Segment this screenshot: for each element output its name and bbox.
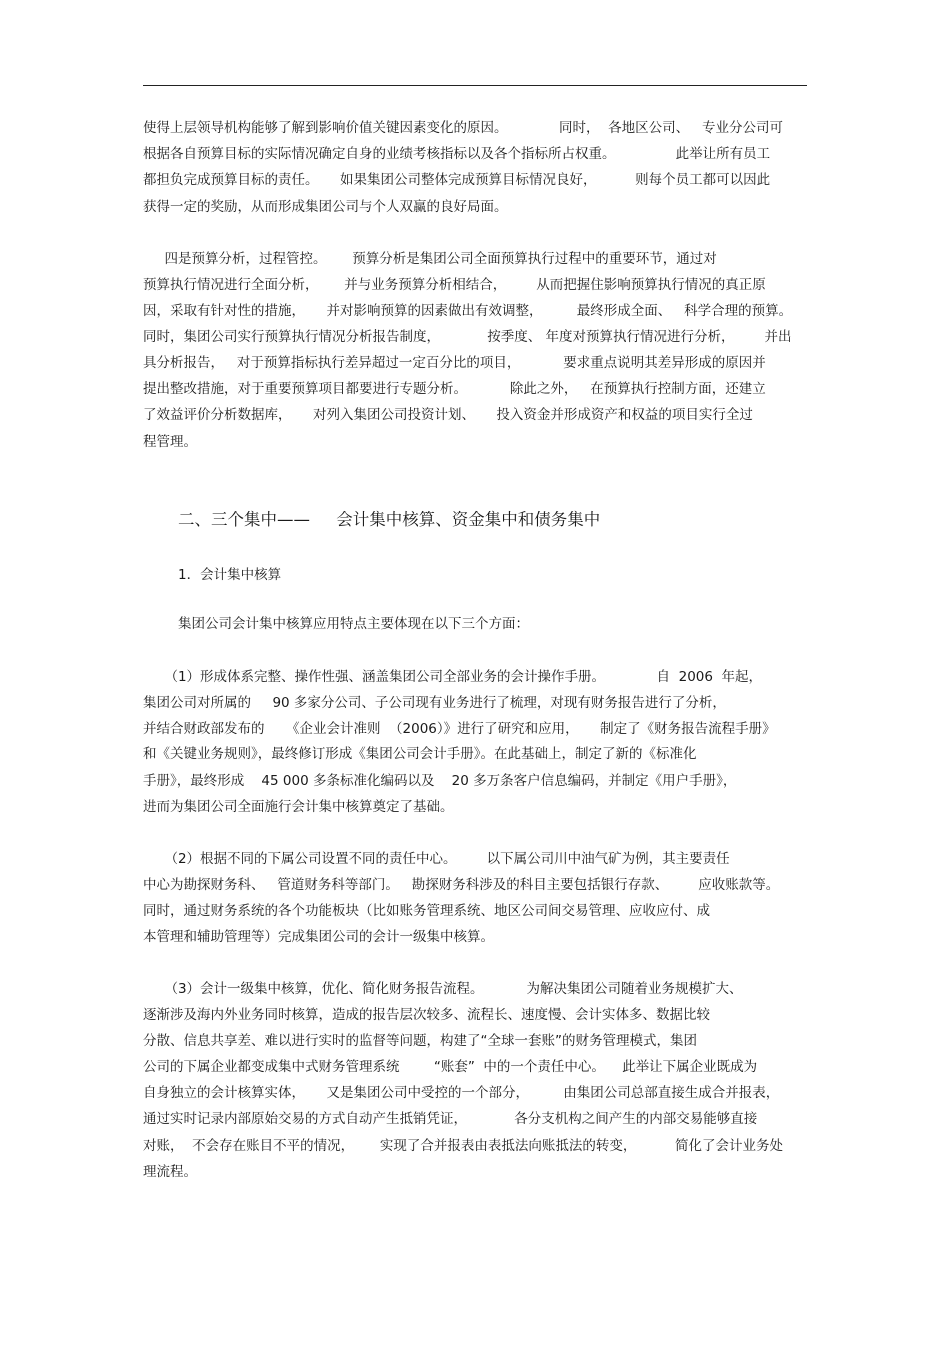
text-line: 获得一定的奖励，从而形成集团公司与个人双赢的良好局面。 (143, 199, 508, 215)
text-line: 对账， 不会存在账目不平的情况， 实现了合并报表由表抵法向账抵法的转变， 简化了会计业务处 (143, 1138, 783, 1154)
text-line: 都担负完成预算目标的责任。 如果集团公司整体完成预算目标情况良好， 则每个员工都可以因此 (143, 172, 771, 188)
text-line: （3）会计一级集中核算，优化、简化财务报告流程。 为解决集团公司随着业务规模扩大、 (143, 981, 743, 997)
text-line: 同时，集团公司实行预算执行情况分析报告制度， 按季度、 年度对预算执行情况进行分析， 并出 (143, 329, 792, 345)
text-line: 理流程。 (143, 1164, 197, 1180)
text-line: 集团公司对所属的 90 多家分公司、子公司现有业务进行了梳理，对现有财务报告进行了分析， (143, 695, 726, 711)
section-heading: 二、三个集中—— 会计集中核算、资金集中和债务集中 (178, 510, 601, 529)
text-line: 手册》，最终形成 45 000 多条标准化编码以及 20 多万条客户信息编码，并制定《用户手册》， (143, 773, 737, 789)
text-line: 本管理和辅助管理等）完成集团公司的会计一级集中核算。 (143, 929, 494, 945)
text-line: （2）根据不同的下属公司设置不同的责任中心。 以下属公司川中油气矿为例，其主要责任 (143, 851, 730, 867)
text-line: 中心为勘探财务科、 管道财务科等部门。 勘探财务科涉及的科目主要包括银行存款、 应收账款等。 (143, 877, 780, 893)
text-line: 同时，通过财务系统的各个功能板块（比如账务管理系统、地区公司间交易管理、应收应付、成 (143, 903, 710, 919)
text-line: 逐渐涉及海内外业务同时核算，造成的报告层次较多、流程长、速度慢、会计实体多、数据比较 (143, 1007, 710, 1023)
subheading: 1．会计集中核算 (178, 567, 282, 583)
intro-line: 集团公司会计集中核算应用特点主要体现在以下三个方面： (178, 616, 529, 632)
text-line: 和《关键业务规则》，最终修订形成《集团公司会计手册》。在此基础上，制定了新的《标准化 (143, 746, 697, 762)
text-line: 并结合财政部发布的 《企业会计准则 （2006）》进行了研究和应用， 制定了《财务报告流程手册》 (143, 721, 776, 737)
text-line: 使得上层领导机构能够了解到影响价值关键因素变化的原因。 同时， 各地区公司、 专业分公司可 (143, 120, 783, 136)
text-line: 公司的下属企业都变成集中式财务管理系统 “账套” 中的一个责任中心。 此举让下属企业既成为 (143, 1059, 758, 1075)
text-line: 了效益评价分析数据库， 对列入集团公司投资计划、 投入资金并形成资产和权益的项目实行全过 (143, 407, 753, 423)
text-line: 四是预算分析，过程管控。 预算分析是集团公司全面预算执行过程中的重要环节，通过对 (143, 251, 717, 267)
text-line: 分散、信息共享差、难以进行实时的监督等问题，构建了“全球一套账”的财务管理模式，集团 (143, 1033, 697, 1049)
text-line: （1）形成体系完整、操作性强、涵盖集团公司全部业务的会计操作手册。 自 2006 年起， (143, 669, 763, 685)
text-line: 自身独立的会计核算实体， 又是集团公司中受控的一个部分， 由集团公司总部直接生成合并报表， (143, 1085, 780, 1101)
text-line: 提出整改措施，对于重要预算项目都要进行专题分析。 除此之外， 在预算执行控制方面，还建立 (143, 381, 766, 397)
text-line: 程管理。 (143, 434, 197, 450)
header-rule (143, 85, 807, 86)
text-line: 预算执行情况进行全面分析， 并与业务预算分析相结合， 从而把握住影响预算执行情况的真正原 (143, 277, 766, 293)
text-line: 通过实时记录内部原始交易的方式自动产生抵销凭证， 各分支机构之间产生的内部交易能够直接 (143, 1111, 758, 1127)
text-line: 具分析报告， 对于预算指标执行差异超过一定百分比的项目， 要求重点说明其差异形成的原因并 (143, 355, 766, 371)
text-line: 因，采取有针对性的措施， 并对影响预算的因素做出有效调整， 最终形成全面、 科学合理的预算。 (143, 303, 793, 319)
text-line: 进而为集团公司全面施行会计集中核算奠定了基础。 (143, 799, 454, 815)
text-line: 根据各自预算目标的实际情况确定自身的业绩考核指标以及各个指标所占权重。 此举让所有员工 (143, 146, 771, 162)
